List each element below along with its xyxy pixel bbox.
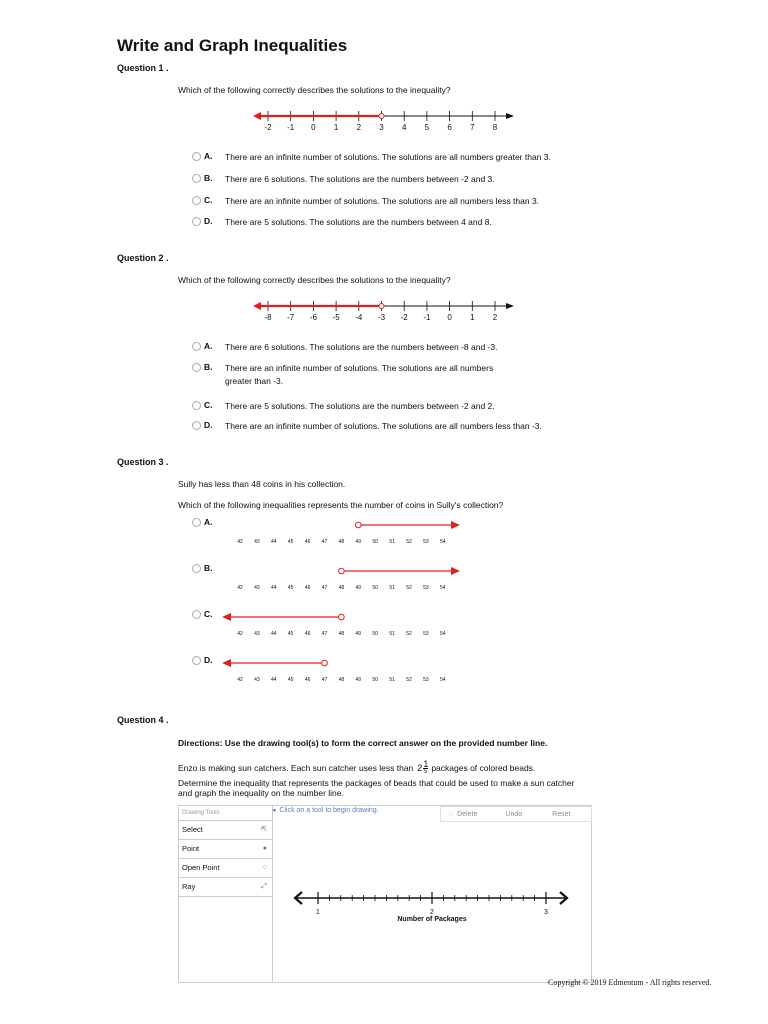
q2-line-tick-label: 1	[470, 313, 475, 322]
question-3-prompt: Which of the following inequalities represents the number of coins in Sully's collection?	[178, 500, 504, 510]
q3-tick-label: 52	[406, 585, 412, 591]
drawing-tools-empty-area	[179, 896, 272, 983]
q3-tick-label: 51	[389, 677, 395, 683]
delete-button[interactable]: Delete	[457, 810, 478, 818]
radio-button[interactable]	[192, 656, 201, 665]
q2-line-tick-label: -5	[332, 313, 340, 322]
option-text: There are 5 solutions. The solutions are the numbers between -2 and 2.	[225, 401, 495, 411]
q3-option-1-graph	[220, 519, 480, 531]
q3-tick-label: 52	[406, 539, 412, 545]
q1-line-tick-label: 0	[311, 123, 316, 132]
option-letter: C.	[204, 400, 213, 410]
q3-tick-label: 49	[355, 677, 362, 683]
question-1-label: Question 1 .	[117, 63, 169, 73]
q3-tick-label: 49	[355, 631, 362, 637]
q1-line-tick-label: 8	[492, 123, 498, 132]
question-2-label: Question 2 .	[117, 253, 169, 263]
question-1-number-line	[250, 108, 515, 136]
q2-line-tick-label: -3	[377, 313, 386, 322]
option-letter: D.	[204, 655, 213, 665]
question-4-text	[178, 760, 535, 775]
q3-tick-label: 47	[321, 677, 328, 683]
q3-tick-label: 42	[237, 585, 243, 591]
q3-tick-label: 50	[372, 677, 378, 683]
option-letter: A.	[204, 517, 213, 527]
q3-arrow-left	[222, 613, 231, 621]
q4-tick-label: 1	[316, 909, 320, 916]
option-text: There are 6 solutions. The solutions are the numbers between -8 and -3.	[225, 342, 498, 352]
q3-tick-label: 43	[254, 585, 260, 591]
question-3-label: Question 3 .	[117, 457, 169, 467]
q1-line-tick-label: 7	[470, 123, 475, 132]
q3-tick-label: 43	[254, 677, 260, 683]
q3-tick-label: 53	[423, 631, 429, 637]
option-text: There are an infinite number of solutions. The solutions are all numbers greater than 3.	[225, 152, 551, 162]
q1-line-tick-label: 3	[379, 123, 384, 132]
q3-tick-label: 44	[271, 539, 277, 545]
mixed-number-fraction	[423, 760, 428, 775]
radio-button[interactable]	[192, 196, 201, 205]
q3-tick-label: 54	[440, 677, 446, 683]
question-1-prompt: Which of the following correctly describes the solutions to the inequality?	[178, 85, 451, 95]
question-4-text-before: Enzo is making sun catchers. Each sun catcher uses less than	[178, 762, 414, 773]
q1-line-tick-label: 5	[424, 123, 430, 132]
q3-arrow-right	[451, 521, 460, 529]
q3-open-point	[339, 568, 345, 574]
q3-tick-label: 50	[372, 631, 378, 637]
radio-button[interactable]	[192, 152, 201, 161]
radio-button[interactable]	[192, 217, 201, 226]
undo-button[interactable]: Undo	[505, 810, 523, 818]
fraction-denominator: 5	[424, 769, 428, 775]
delete-icon: ◌	[449, 810, 454, 818]
q3-tick-label: 45	[287, 585, 294, 591]
q4-axis-title: Number of Packages	[397, 916, 467, 923]
q3-tick-label: 49	[355, 539, 362, 545]
q1-option-1[interactable]	[192, 151, 585, 164]
q2-line-tick-label: -6	[309, 313, 317, 322]
question-4-number-line[interactable]	[290, 890, 575, 930]
q3-tick-label: 54	[440, 539, 446, 545]
q2-line-tick-label: 2	[492, 313, 498, 322]
q3-tick-label: 48	[338, 539, 345, 545]
cursor-icon: ⇱	[261, 826, 267, 833]
radio-button[interactable]	[192, 518, 201, 527]
tool-label: Ray	[182, 882, 196, 891]
drawing-tools-header: Drawing Tools	[179, 806, 272, 821]
q3-tick-label: 49	[355, 585, 362, 591]
q3-tick-label: 52	[406, 677, 412, 683]
q3-tick-label: 47	[321, 631, 328, 637]
option-letter: C.	[204, 195, 213, 205]
option-text: There are 6 solutions. The solutions are the numbers between -2 and 3.	[225, 174, 495, 184]
q1-line-tick-label: -1	[287, 123, 295, 132]
q3-open-point	[356, 522, 362, 528]
drawing-hint-text: Click on a tool to begin drawing.	[279, 807, 379, 814]
mixed-number-whole: 2	[417, 762, 423, 773]
q3-tick-label: 48	[338, 585, 345, 591]
q2-option-1[interactable]	[192, 341, 585, 354]
q2-line-right-arrow	[506, 303, 514, 309]
q4-tick-label: 2	[430, 909, 434, 916]
q1-option-4[interactable]	[192, 216, 585, 229]
q3-tick-label: 45	[287, 539, 294, 545]
question-4-text-after: packages of colored beads.	[431, 762, 536, 773]
q3-tick-label: 47	[321, 539, 328, 545]
copyright: Copyright © 2019 Edmentum - All rights reserved.	[548, 978, 712, 987]
q2-option-2[interactable]	[192, 362, 515, 388]
q3-tick-label: 43	[254, 539, 260, 545]
q1-line-tick-label: -2	[264, 123, 272, 132]
q3-tick-label: 43	[254, 631, 260, 637]
drawing-controls	[440, 806, 592, 822]
question-4-directions: Directions: Use the drawing tool(s) to form the correct answer on the provided number line.	[178, 738, 548, 748]
q3-option-2-graph	[220, 565, 480, 577]
q1-line-left-arrow	[253, 112, 261, 120]
question-4-label: Question 4 .	[117, 715, 169, 725]
option-text: There are an infinite number of solutions. The solutions are all numbers less than -3.	[225, 421, 542, 431]
page-title: Write and Graph Inequalities	[117, 36, 348, 55]
radio-button[interactable]	[192, 342, 201, 351]
q3-tick-label: 45	[287, 631, 294, 637]
q3-tick-label: 48	[338, 677, 345, 683]
radio-button[interactable]	[192, 174, 201, 183]
q3-tick-label: 50	[372, 585, 378, 591]
option-letter: A.	[204, 341, 213, 351]
q3-tick-label: 44	[271, 677, 277, 683]
q3-tick-label: 51	[389, 631, 395, 637]
point-tool[interactable]	[179, 840, 272, 859]
q2-line-tick-label: 0	[447, 313, 452, 322]
option-text: There are an infinite number of solutions. The solutions are all numbers less than 3.	[225, 196, 540, 206]
caret-left-icon: ◂	[272, 807, 276, 814]
q2-option-3[interactable]	[192, 400, 585, 413]
q3-tick-label: 46	[304, 585, 311, 591]
q3-tick-label: 44	[271, 585, 277, 591]
q1-line-tick-label: 2	[356, 123, 362, 132]
q3-tick-label: 46	[304, 677, 311, 683]
option-letter: A.	[204, 151, 213, 161]
tool-label: Point	[182, 844, 200, 853]
radio-button[interactable]	[192, 401, 201, 410]
q2-line-tick-label: -2	[400, 313, 408, 322]
option-letter: D.	[204, 216, 213, 226]
option-letter: C.	[204, 609, 213, 619]
q2-line-tick-label: -1	[423, 313, 431, 322]
q3-tick-label: 45	[287, 677, 294, 683]
q3-tick-label: 53	[423, 539, 429, 545]
radio-button[interactable]	[192, 421, 201, 430]
tool-label: Select	[182, 825, 203, 834]
option-text: There are an infinite number of solutions. The solutions are all numbers greater than -3.	[225, 363, 494, 386]
q3-tick-label: 47	[321, 585, 328, 591]
q3-arrow-right	[451, 567, 460, 575]
q3-arrow-left	[222, 659, 231, 667]
tool-label: Open Point	[182, 863, 220, 872]
q3-tick-label: 52	[406, 631, 412, 637]
drawing-tools-panel	[178, 805, 273, 983]
q3-option-4-graph	[220, 657, 480, 669]
diagonal-arrows-icon: ⤢	[261, 883, 267, 890]
question-2-prompt: Which of the following correctly describes the solutions to the inequality?	[178, 275, 451, 285]
q3-tick-label: 42	[237, 631, 243, 637]
q2-line-tick-label: -7	[287, 313, 295, 322]
q2-line-tick-label: -8	[264, 313, 272, 322]
q3-tick-label: 54	[440, 631, 446, 637]
q1-line-tick-label: 6	[447, 123, 452, 132]
q2-line-open-point	[379, 304, 384, 309]
ray-tool[interactable]	[179, 878, 272, 897]
q3-open-point	[322, 660, 328, 666]
q3-tick-label: 42	[237, 539, 243, 545]
reset-button[interactable]: Reset	[552, 810, 571, 818]
q1-line-open-point	[379, 114, 384, 119]
open-point-tool[interactable]	[179, 859, 272, 878]
q3-tick-label: 54	[440, 585, 446, 591]
q3-option-3-graph	[220, 611, 480, 623]
radio-button[interactable]	[192, 363, 201, 372]
radio-button[interactable]	[192, 564, 201, 573]
fraction-numerator: 1	[423, 759, 429, 769]
option-text: There are 5 solutions. The solutions are the numbers between 4 and 8.	[225, 217, 492, 227]
q3-tick-label: 46	[304, 631, 311, 637]
q4-tick-label: 3	[544, 909, 548, 916]
radio-button[interactable]	[192, 610, 201, 619]
q2-line-tick-label: -4	[355, 313, 363, 322]
option-letter: B.	[204, 173, 213, 183]
question-2-number-line	[250, 298, 515, 326]
q3-tick-label: 44	[271, 631, 277, 637]
q3-tick-label: 50	[372, 539, 378, 545]
q3-tick-label: 42	[237, 677, 243, 683]
q3-open-point	[339, 614, 345, 620]
option-letter: B.	[204, 362, 213, 372]
drawing-hint	[272, 806, 379, 814]
q3-tick-label: 53	[423, 585, 429, 591]
circle-icon: ○	[262, 864, 267, 871]
option-letter: D.	[204, 420, 213, 430]
q1-line-tick-label: 4	[401, 123, 407, 132]
q2-line-left-arrow	[253, 302, 261, 310]
question-4-instructions: Determine the inequality that represents the packages of beads that could be used to make a sun catcher and graph the inequality on the number line.	[178, 778, 575, 798]
option-letter: B.	[204, 563, 213, 573]
select-tool[interactable]	[179, 821, 272, 840]
q3-tick-label: 53	[423, 677, 429, 683]
question-3-text: Sully has less than 48 coins in his collection.	[178, 479, 346, 489]
q3-tick-label: 51	[389, 539, 395, 545]
q1-option-3[interactable]	[192, 195, 585, 208]
q1-line-right-arrow	[506, 113, 514, 119]
q3-tick-label: 51	[389, 585, 395, 591]
q2-option-4[interactable]	[192, 420, 585, 433]
q3-tick-label: 46	[304, 539, 311, 545]
q3-tick-label: 48	[338, 631, 345, 637]
dot-icon: ●	[262, 845, 267, 852]
q1-option-2[interactable]	[192, 173, 585, 186]
q1-line-tick-label: 1	[333, 123, 339, 132]
